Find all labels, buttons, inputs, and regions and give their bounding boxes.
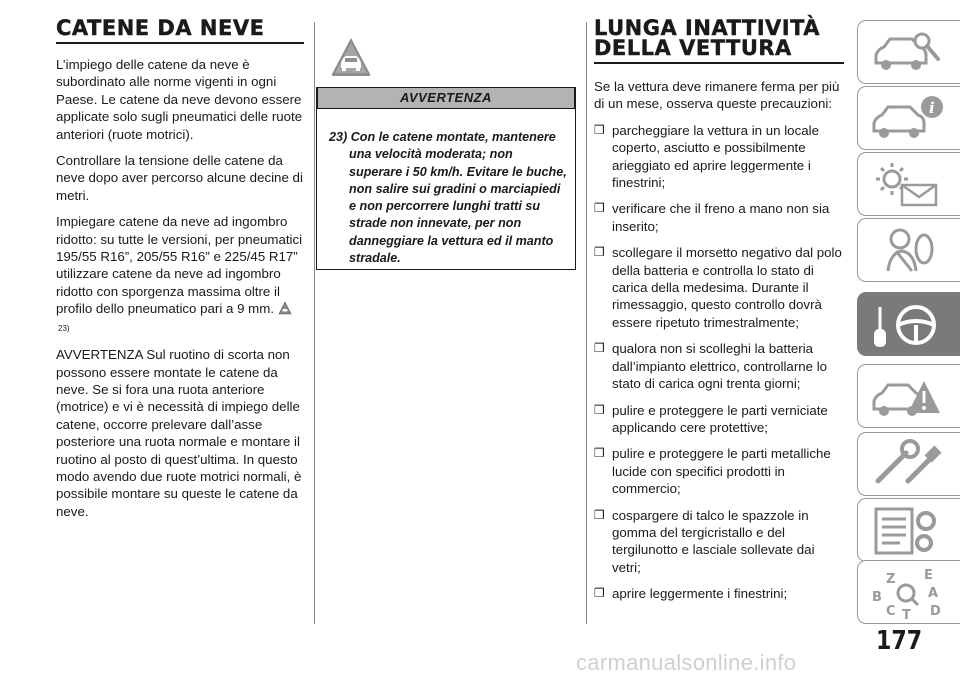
left-column xyxy=(56,16,304,529)
index-letters-icon xyxy=(868,567,948,619)
column-divider xyxy=(314,22,315,624)
car-emergency-icon xyxy=(868,371,948,423)
warning-reference[interactable]: 23) xyxy=(58,323,70,333)
list-item xyxy=(594,340,844,392)
list-item-text: qualora non si scolleghi la batteria dall’impianto elettrico, controllarne lo stato di carica ogni trenta giorni; xyxy=(612,341,828,392)
car-info-icon xyxy=(868,93,948,145)
watermark: carmanualsonline.info xyxy=(576,650,797,675)
list-item-text: pulire e proteggere le parti metalliche lucide con specifici prodotti in commercio; xyxy=(612,446,831,497)
svg-text:i: i xyxy=(929,99,935,117)
list-item xyxy=(594,402,844,437)
tab-starting-driving[interactable] xyxy=(857,292,960,356)
tab-car-info[interactable] xyxy=(857,86,960,150)
list-item xyxy=(594,507,844,577)
list-item-text: aprire leggermente i finestrini; xyxy=(612,586,788,602)
tab-lights-messages[interactable] xyxy=(857,152,960,216)
list-item xyxy=(594,122,844,192)
list-item xyxy=(594,445,844,497)
index-letter: B xyxy=(872,590,882,605)
list-item xyxy=(594,200,844,235)
paragraph-3 xyxy=(56,213,304,337)
checkbox-bullet: ❒ xyxy=(594,245,605,260)
index-letter: E xyxy=(924,568,933,583)
section-title-snow-chains: CATENE DA NEVE xyxy=(56,18,304,44)
checkbox-bullet: ❒ xyxy=(594,122,605,137)
list-item-text: verificare che il freno a mano non sia inserito; xyxy=(612,201,830,234)
tab-emergency[interactable] xyxy=(857,364,960,428)
airbag-safety-icon xyxy=(868,225,948,277)
warning-box xyxy=(316,87,576,270)
maintenance-icon xyxy=(868,439,948,491)
index-letter: D xyxy=(930,604,941,619)
warning-text: 23) Con le catene montate, mantenere una velocità moderata; non superare i 50 km/h. Evitare le buche, non salire sui gradini o marciapiedi e non percorrere lunghi tratti su strade non innevate, per non danneggiare la vettura ed il manto stradale. xyxy=(329,130,567,266)
checkbox-bullet: ❒ xyxy=(594,507,605,522)
list-item xyxy=(594,585,844,602)
intro-text: Se la vettura deve rimanere ferma per più di un mese, osserva queste precauzioni: xyxy=(594,79,840,112)
list-item-text: scollegare il morsetto negativo dal polo della batteria e controlla lo stato di carica della medesima. Durante il rimessaggio, questo controllo dovrà essere ripetuto trimestralmente; xyxy=(612,245,842,330)
tab-index[interactable] xyxy=(857,560,960,624)
paragraph-4: AVVERTENZA Sul ruotino di scorta non possono essere montate le catene da neve. Se si fora una ruota anteriore (motrice) e vi è necessità di impiego delle catene, occorre prelevare dall’asse posteriore una ruota normale e montare il ruotino al posto di quest’ultima. In questo modo avendo due ruote motrici normali, è possibile montare su queste le catene da neve. xyxy=(56,347,302,519)
tab-car-search[interactable] xyxy=(857,20,960,84)
paragraph-1: L’impiego delle catene da neve è subordinato alle norme vigenti in ogni Paese. Le catene da neve devono essere applicate solo sugli pneumatici delle ruote anteriori (ruote motrici). xyxy=(56,57,303,142)
index-letter: A xyxy=(928,586,939,601)
title-line-2: DELLA VETTURA xyxy=(594,36,792,60)
warning-triangle-icon xyxy=(278,301,292,315)
index-letter: C xyxy=(886,604,896,619)
car-search-icon xyxy=(868,27,948,79)
technical-data-icon xyxy=(868,505,948,557)
tab-technical-data[interactable] xyxy=(857,498,960,562)
paragraph-2: Controllare la tensione delle catene da neve dopo aver percorso alcune decine di metri. xyxy=(56,153,303,203)
section-title-long-inactivity xyxy=(594,18,844,64)
warning-car-icon xyxy=(330,36,372,78)
title-line-1: LUNGA INATTIVITÀ xyxy=(594,16,821,40)
right-column xyxy=(594,16,844,612)
list-item-text: pulire e proteggere le parti verniciate applicando cere protettive; xyxy=(612,402,828,435)
tab-maintenance[interactable] xyxy=(857,432,960,496)
checkbox-bullet: ❒ xyxy=(594,402,605,417)
list-item-text: parcheggiare la vettura in un locale coperto, asciutto e possibilmente arieggiato ed aprire leggermente i finestrini; xyxy=(612,122,819,191)
precautions-list xyxy=(594,122,844,603)
checkbox-bullet: ❒ xyxy=(594,341,605,356)
page-number: 177 xyxy=(876,626,923,656)
key-steering-wheel-icon xyxy=(868,299,948,351)
checkbox-bullet: ❒ xyxy=(594,201,605,216)
index-letter: Z xyxy=(886,572,896,587)
list-item xyxy=(594,244,844,331)
column-divider xyxy=(586,22,587,624)
list-item-text: cospargere di talco le spazzole in gomma del tergicristallo e del tergilunotto e lasciale sollevate dai vetri; xyxy=(612,507,815,575)
warning-header: AVVERTENZA xyxy=(317,87,575,109)
tab-safety[interactable] xyxy=(857,218,960,282)
index-letter: T xyxy=(902,608,911,619)
checkbox-bullet: ❒ xyxy=(594,586,605,601)
checkbox-bullet: ❒ xyxy=(594,446,605,461)
lights-message-icon xyxy=(868,159,948,211)
paragraph-3-text: Impiegare catene da neve ad ingombro ridotto: su tutte le versioni, per pneumatici 195/55 R16”, 205/55 R16” e 225/45 R17” utilizzare catene da neve ad ingombro ridotto con sporgenza massima oltre il profilo dello pneumatico pari a 9 mm. xyxy=(56,214,303,317)
middle-column xyxy=(316,16,576,270)
